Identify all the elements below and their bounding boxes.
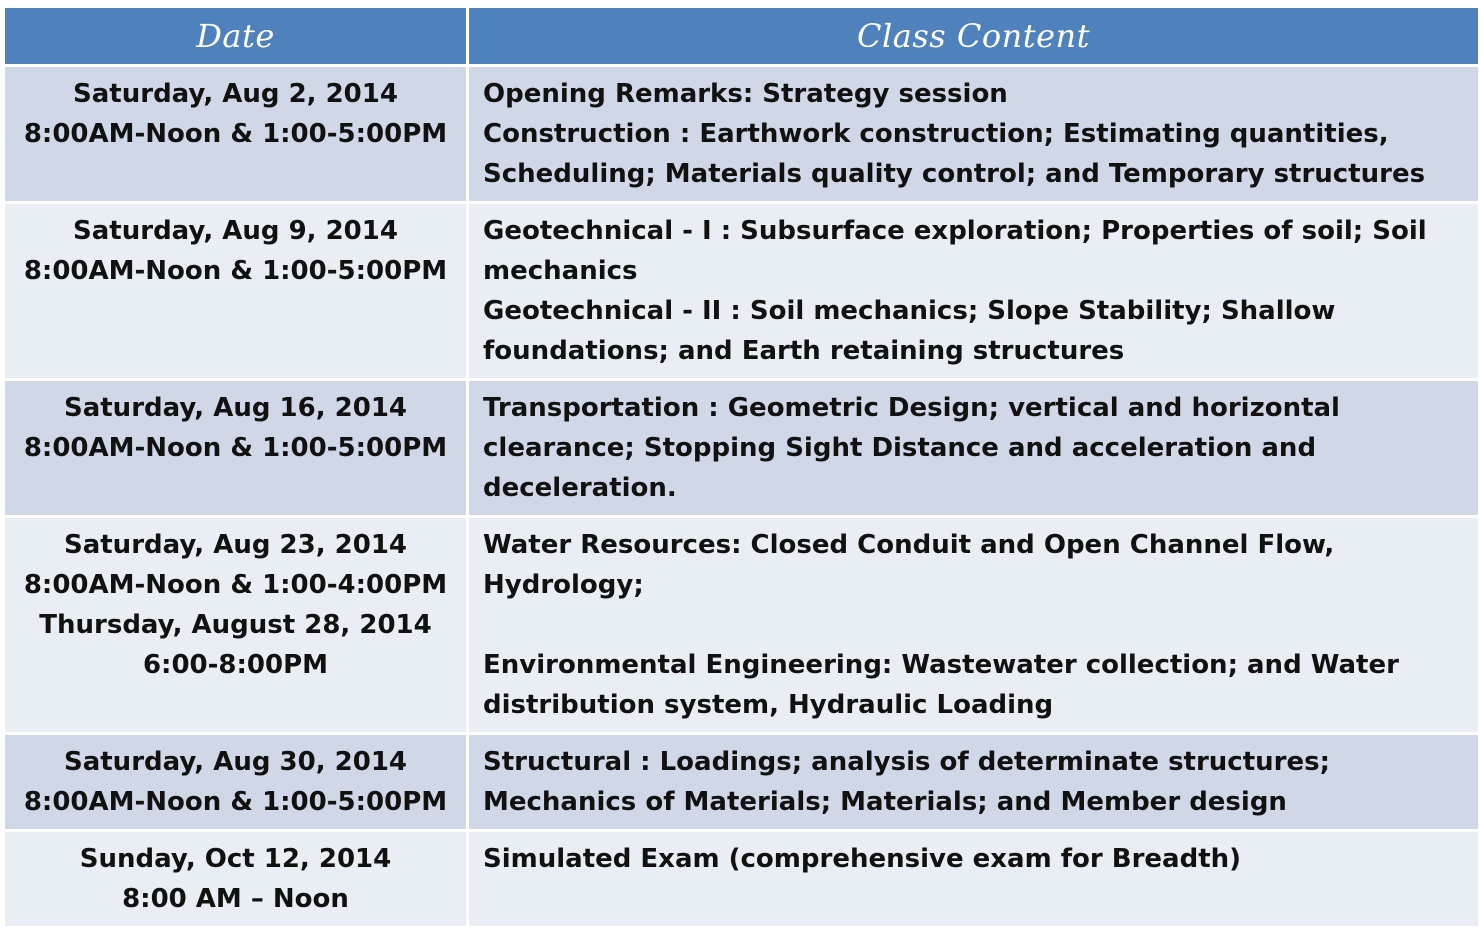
- date-line: Saturday, Aug 23, 2014: [63, 530, 407, 560]
- date-cell: [4, 66, 468, 203]
- date-line: Sunday, Oct 12, 2014: [79, 844, 392, 874]
- class-content-cell: [468, 517, 1480, 734]
- date-cell: [4, 517, 468, 734]
- date-cell: [4, 831, 468, 928]
- date-line: Saturday, Aug 16, 2014: [63, 393, 407, 423]
- blank-line: [483, 605, 1468, 645]
- date-cell: [4, 203, 468, 380]
- table-body: [4, 66, 1480, 928]
- date-line: 6:00-8:00PM: [142, 650, 329, 680]
- table-row: [4, 734, 1480, 831]
- date-line: 8:00AM-Noon & 1:00-5:00PM: [23, 433, 448, 463]
- content-line: Opening Remarks: Strategy session: [483, 79, 1008, 109]
- content-line: Simulated Exam (comprehensive exam for Breadth): [483, 844, 1242, 874]
- date-column-header: Date: [4, 7, 468, 66]
- table-header: [4, 7, 1480, 66]
- table-row: [4, 380, 1480, 517]
- content-line: Transportation : Geometric Design; vertical and horizontal clearance; Stopping Sight Distance and acceleration and deceleration.: [483, 393, 1340, 503]
- class-content-cell: [468, 831, 1480, 928]
- date-line: Saturday, Aug 30, 2014: [63, 747, 407, 777]
- date-line: 8:00AM-Noon & 1:00-4:00PM: [23, 570, 448, 600]
- class-content-cell: [468, 734, 1480, 831]
- date-line: 8:00AM-Noon & 1:00-5:00PM: [23, 787, 448, 817]
- date-line: 8:00AM-Noon & 1:00-5:00PM: [23, 256, 448, 286]
- class-schedule-table: [2, 5, 1480, 929]
- date-line: Saturday, Aug 2, 2014: [73, 79, 398, 109]
- date-line: 8:00 AM – Noon: [122, 884, 349, 914]
- date-cell: [4, 380, 468, 517]
- content-line: Geotechnical - II : Soil mechanics; Slope Stability; Shallow foundations; and Earth retaining structures: [483, 296, 1336, 366]
- content-line: Structural : Loadings; analysis of determinate structures; Mechanics of Materials; Materials; and Member design: [483, 747, 1330, 817]
- content-line: Water Resources: Closed Conduit and Open Channel Flow, Hydrology;: [483, 530, 1335, 600]
- date-line: 8:00AM-Noon & 1:00-5:00PM: [23, 119, 448, 149]
- table-row: [4, 831, 1480, 928]
- table-row: [4, 517, 1480, 734]
- content-line: Construction : Earthwork construction; Estimating quantities, Scheduling; Materials quality control; and Temporary structures: [483, 119, 1426, 189]
- class-content-column-header: Class Content: [468, 7, 1480, 66]
- content-line: Geotechnical - I : Subsurface exploration; Properties of soil; Soil mechanics: [483, 216, 1427, 286]
- class-content-cell: [468, 380, 1480, 517]
- class-content-cell: [468, 203, 1480, 380]
- header-row: [4, 7, 1480, 66]
- class-content-cell: [468, 66, 1480, 203]
- date-line: Thursday, August 28, 2014: [39, 610, 432, 640]
- date-line: Saturday, Aug 9, 2014: [73, 216, 398, 246]
- table-row: [4, 203, 1480, 380]
- table-row: [4, 66, 1480, 203]
- content-line: Environmental Engineering: Wastewater collection; and Water distribution system, Hydraulic Loading: [483, 650, 1399, 720]
- date-cell: [4, 734, 468, 831]
